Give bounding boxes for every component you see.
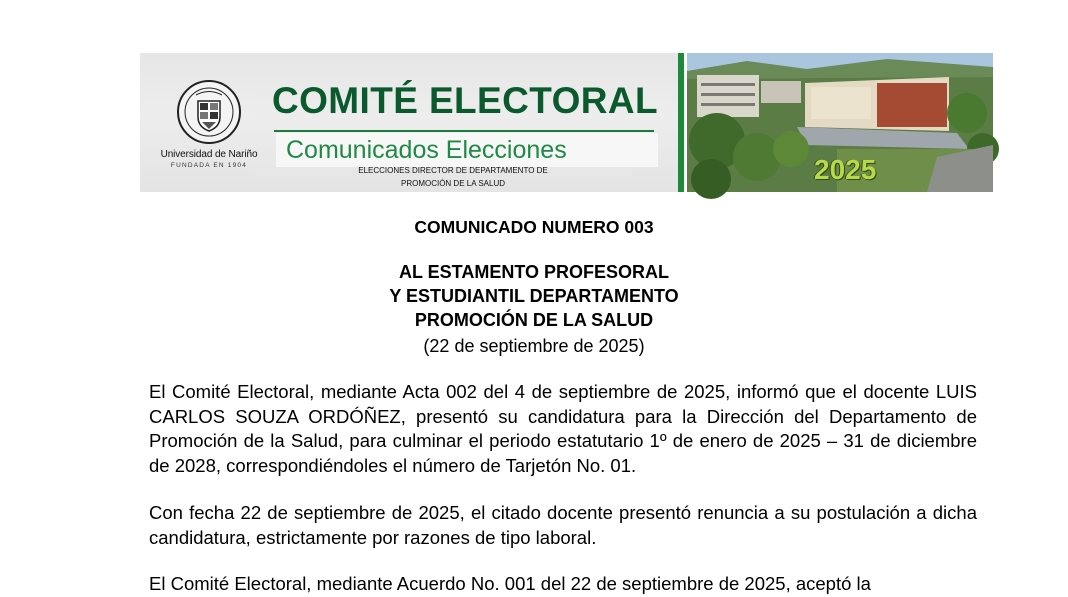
university-seal-icon — [176, 79, 242, 145]
title-underline — [274, 130, 654, 132]
university-founded: FUNDADA EN 1904 — [170, 162, 248, 169]
university-name: Universidad de Nariño — [160, 149, 258, 160]
comunicado-number: COMUNICADO NUMERO 003 — [414, 217, 654, 237]
banner-subtitle: Comunicados Elecciones — [286, 136, 567, 164]
paragraph-resignation: Con fecha 22 de septiembre de 2025, el citado docente presentó renuncia a su postulación a dicha candidatura, estrictamente por razones de tipo laboral. — [149, 502, 977, 548]
banner-caption-line1: ELECCIONES DIRECTOR DE DEPARTAMENTO DE — [358, 166, 548, 175]
banner-title: COMITÉ ELECTORAL — [272, 80, 658, 121]
banner-year: 2025 — [814, 154, 877, 185]
paragraph-agreement: El Comité Electoral, mediante Acuerdo No. 001 del 22 de septiembre de 2025, aceptó la — [149, 573, 871, 594]
banner-left-panel — [140, 53, 678, 192]
addressee-line3: PROMOCIÓN DE LA SALUD — [414, 310, 654, 330]
document-date: (22 de septiembre de 2025) — [423, 336, 645, 356]
addressee-line2: Y ESTUDIANTIL DEPARTAMENTO — [389, 286, 679, 306]
banner-caption-line2: PROMOCIÓN DE LA SALUD — [400, 179, 506, 188]
addressee-line1: AL ESTAMENTO PROFESORAL — [398, 262, 670, 282]
header-banner — [140, 53, 993, 192]
paragraph-candidacy: El Comité Electoral, mediante Acta 002 del 4 de septiembre de 2025, informó que el docente LUIS CARLOS SOUZA ORDÓÑEZ, presentó su candidatura para la Dirección del Departamento de Promoción de la Salud, para culminar el periodo estatutario 1º de enero de 2025 – 31 de diciembre de 2028, correspondiéndoles el número de Tarjetón No. 01. — [149, 381, 977, 476]
addressee-block — [0, 260, 1068, 332]
banner-election-caption — [346, 164, 560, 190]
university-logo-text — [156, 149, 262, 169]
